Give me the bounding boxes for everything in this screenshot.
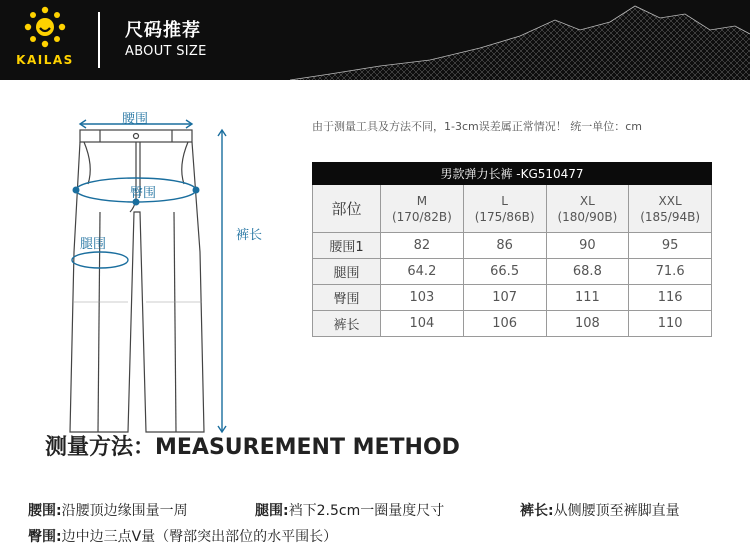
row-label: 裤长 [313, 311, 381, 337]
waist-label: 腰围 [122, 112, 149, 127]
table-cell: 66.5 [463, 259, 546, 285]
length-label: 裤长 [236, 228, 263, 243]
size-label: XXL [658, 193, 682, 208]
table-row [313, 259, 712, 285]
table-title-row [313, 163, 712, 185]
table-cell: 95 [629, 233, 712, 259]
pants-diagram [60, 102, 290, 442]
table-cell: 90 [546, 233, 629, 259]
measurement-note: 由于测量工具及方法不同，1-3cm误差属正常情况！ 统一单位：cm [312, 120, 642, 133]
method-term: 臀围: [28, 529, 62, 545]
method-term: 腰围: [28, 503, 62, 519]
table-title: 男款弹力长裤 -KG510477 [313, 163, 712, 185]
method-desc: 从侧腰顶至裤脚直量 [553, 503, 680, 519]
table-cell: 82 [381, 233, 464, 259]
page-subtitle: ABOUT SIZE [125, 44, 207, 59]
table-header-row [313, 185, 712, 233]
size-label: XL [579, 193, 595, 208]
row-label: 臀围 [313, 285, 381, 311]
method-desc: 边中边三点V量（臀部突出部位的水平围长） [61, 529, 338, 545]
size-spec: (185/94B) [640, 209, 701, 224]
method-item-waist [28, 500, 188, 520]
table-cell: 64.2 [381, 259, 464, 285]
method-item-thigh [255, 500, 444, 520]
method-item-length [520, 500, 680, 520]
method-term: 腿围: [255, 503, 289, 519]
pants-outline [60, 102, 290, 442]
table-cell: 110 [629, 311, 712, 337]
hip-label: 臀围 [130, 186, 157, 201]
size-spec: (175/86B) [474, 209, 535, 224]
method-term: 裤长: [520, 503, 554, 519]
row-label: 腰围1 [313, 233, 381, 259]
table-row [313, 285, 712, 311]
table-cell: 71.6 [629, 259, 712, 285]
size-spec: (170/82B) [391, 209, 452, 224]
table-cell: 68.8 [546, 259, 629, 285]
table-row [313, 311, 712, 337]
header-divider [98, 12, 100, 68]
page-title: 尺码推荐 [125, 20, 201, 41]
column-header-l [463, 185, 546, 233]
kailas-logo [10, 6, 80, 74]
column-header-xl [546, 185, 629, 233]
method-desc: 沿腰顶边缘围量一周 [61, 503, 188, 519]
sun-logo-icon [24, 6, 66, 48]
column-header-m [381, 185, 464, 233]
table-cell: 116 [629, 285, 712, 311]
method-desc: 裆下2.5cm一圈量度尺寸 [288, 503, 445, 519]
table-cell: 103 [381, 285, 464, 311]
size-spec: (180/90B) [557, 209, 618, 224]
table-cell: 104 [381, 311, 464, 337]
table-cell: 86 [463, 233, 546, 259]
table-cell: 108 [546, 311, 629, 337]
column-header-xxl [629, 185, 712, 233]
size-label: L [501, 193, 508, 208]
size-label: M [416, 193, 428, 208]
method-item-hip [28, 526, 337, 546]
method-heading: 测量方法：MEASUREMENT METHOD [45, 435, 460, 460]
header-banner [0, 0, 750, 80]
size-chart-table [312, 162, 712, 337]
row-label: 腿围 [313, 259, 381, 285]
table-cell: 111 [546, 285, 629, 311]
table-row [313, 233, 712, 259]
brand-name: KAILAS [16, 53, 74, 67]
mountain-wireframe-graphic [290, 0, 750, 80]
table-cell: 106 [463, 311, 546, 337]
thigh-label: 腿围 [80, 237, 107, 252]
column-header-part: 部位 [313, 185, 381, 233]
table-cell: 107 [463, 285, 546, 311]
